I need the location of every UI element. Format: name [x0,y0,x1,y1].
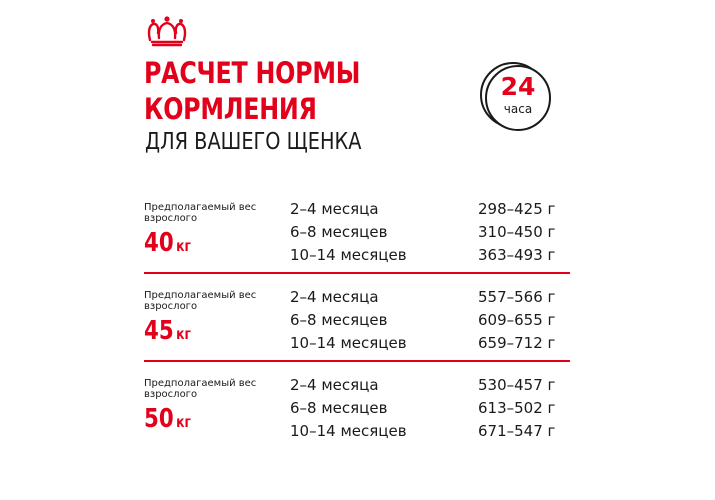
table-row [144,246,570,268]
table-row [144,376,570,398]
divider [144,272,570,274]
weight-group-45 [144,284,570,372]
feeding-amount: 310–450 г [478,223,556,241]
weight-group-40 [144,196,570,284]
page-subtitle: ДЛЯ ВАШЕГО ЩЕНКА [145,129,362,155]
group-label: Предполагаемый вес взрослого [144,290,257,312]
age-range: 2–4 месяца [290,376,379,394]
weight-value: 40 [144,228,174,258]
group-label: Предполагаемый вес взрослого [144,378,257,400]
weight-unit: кг [176,413,191,431]
page-title-line-2: КОРМЛЕНИЯ [144,92,317,126]
weight-value: 45 [144,316,174,346]
age-range: 2–4 месяца [290,288,379,306]
table-row [144,422,570,444]
divider [144,360,570,362]
age-range: 10–14 месяцев [290,334,407,352]
table-row [144,399,570,421]
weight-group-50 [144,372,570,460]
feeding-amount: 530–457 г [478,376,556,394]
badge-unit: часа [503,102,533,116]
hours-badge [480,62,552,134]
table-row [144,334,570,356]
badge-number: 24 [500,72,536,101]
age-range: 10–14 месяцев [290,422,407,440]
table-row [144,311,570,333]
weight-unit: кг [176,237,191,255]
age-range: 6–8 месяцев [290,311,388,329]
feeding-amount: 609–655 г [478,311,556,329]
feeding-amount: 613–502 г [478,399,556,417]
feeding-amount: 363–493 г [478,246,556,264]
age-range: 6–8 месяцев [290,223,388,241]
feeding-amount: 659–712 г [478,334,556,352]
table-row [144,223,570,245]
weight-unit: кг [176,325,191,343]
table-row [144,200,570,222]
feeding-amount: 557–566 г [478,288,556,306]
feeding-amount: 298–425 г [478,200,556,218]
table-row [144,288,570,310]
age-range: 10–14 месяцев [290,246,407,264]
weight-value: 50 [144,404,174,434]
group-label: Предполагаемый вес взрослого [144,202,257,224]
age-range: 2–4 месяца [290,200,379,218]
crown-icon [144,14,190,48]
age-range: 6–8 месяцев [290,399,388,417]
feeding-amount: 671–547 г [478,422,556,440]
page-title-line-1: РАСЧЕТ НОРМЫ [144,56,361,90]
